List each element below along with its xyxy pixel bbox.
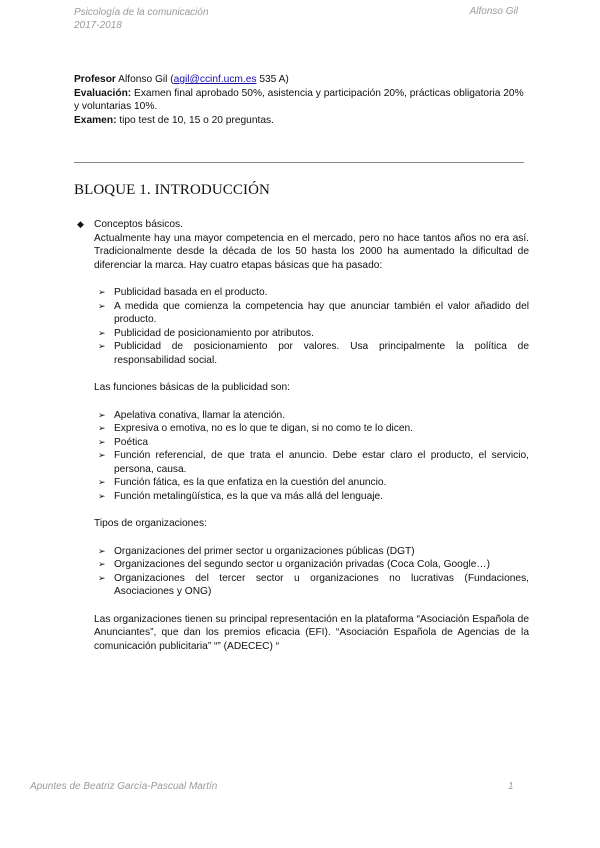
section-title: BLOQUE 1. INTRODUCCIÓN [74, 182, 270, 198]
list-item: ➢ Publicidad de posicionamiento por atributos. [98, 327, 314, 339]
evaluation-line [74, 87, 529, 114]
horizontal-divider [74, 162, 524, 163]
exam-line [74, 114, 529, 128]
tipos-list [74, 545, 529, 599]
arrow-bullet-icon: ➢ [98, 545, 106, 556]
conceptos-paragraph: Actualmente hay una mayor competencia en el mercado, pero no hace tantos años no era así. Tradicionalmente desde la década de los 50 hasta los 2000 ha aumentado la dificultad de diferenciar la marca. Hay cuatro etapas básicas que ha pasado: [94, 232, 529, 271]
list-item: ➢ Función metalingüística, es la que va más allá del lenguaje. [98, 490, 383, 502]
section-content [74, 218, 529, 653]
conceptos-block [74, 218, 529, 272]
list-item: ➢ Organizaciones del segundo sector u organización privadas (Coca Cola, Google…) [98, 559, 491, 570]
arrow-bullet-icon: ➢ [98, 409, 106, 420]
list-item: ➢ Poética [98, 436, 148, 448]
page-number: 1 [508, 781, 514, 792]
list-item: ➢ Publicidad basada en el producto. [98, 287, 268, 298]
closing-paragraph: Las organizaciones tienen su principal representación en la plataforma “Asociación Española de Anunciantes”, que dan los premios eficacia (EFI). “Asociación Española de Agencias de la comunicación publicitaria” “” (ADECEC) “ [94, 613, 529, 652]
list-item: ➢ Expresiva o emotiva, no es lo que te digan, si no como te lo dicen. [98, 423, 414, 434]
funciones-list [74, 409, 529, 504]
list-item: ➢ A medida que comienza la competencia hay que anunciar también el valor añadido del producto. [98, 300, 529, 325]
list-item: ➢ Organizaciones del primer sector u organizaciones públicas (DGT) [98, 545, 415, 557]
arrow-bullet-icon: ➢ [98, 423, 106, 433]
page-header-left [74, 6, 209, 32]
funciones-intro: Las funciones básicas de la publicidad son: [94, 382, 290, 393]
professor-name: Alfonso Gil ( [115, 74, 174, 85]
etapas-list [74, 286, 529, 367]
course-info [74, 73, 529, 127]
arrow-bullet-icon: ➢ [98, 450, 106, 460]
conceptos-heading: Conceptos básicos. [94, 219, 183, 230]
list-item: ➢ Función fática, es la que enfatiza en la cuestión del anuncio. [98, 477, 387, 488]
list-item: ➢ Función referencial, de que trata el anuncio. Debe estar claro el producto, el servicio, persona, causa. [98, 450, 529, 475]
arrow-bullet-icon: ➢ [98, 572, 106, 583]
professor-line [74, 73, 529, 87]
list-item: ➢ Organizaciones del tercer sector u organizaciones no lucrativas (Fundaciones, Asociaciones y ONG) [98, 572, 529, 597]
arrow-bullet-icon: ➢ [98, 287, 106, 297]
professor-label: Profesor [74, 74, 116, 85]
footer-author: Apuntes de Beatriz García-Pascual Martín [30, 781, 218, 792]
tipos-intro: Tipos de organizaciones: [94, 518, 207, 529]
list-item: ➢ Apelativa conativa, llamar la atención. [98, 409, 286, 421]
professor-office: 535 A) [256, 74, 289, 85]
exam-text: tipo test de 10, 15 o 20 preguntas. [116, 114, 274, 126]
list-item: ➢ Publicidad de posicionamiento por valores. Usa principalmente la política de responsabilidad social. [98, 341, 529, 366]
arrow-bullet-icon: ➢ [98, 436, 106, 447]
arrow-bullet-icon: ➢ [98, 490, 106, 501]
arrow-bullet-icon: ➢ [98, 300, 106, 311]
evaluation-text: Examen final aprobado 50%, asistencia y participación 20%, prácticas obligatoria 20% y voluntarias 10%. [74, 87, 524, 112]
arrow-bullet-icon: ➢ [98, 559, 106, 569]
diamond-bullet-icon: ◆ [77, 219, 84, 229]
header-author: Alfonso Gil [469, 6, 518, 17]
arrow-bullet-icon: ➢ [98, 477, 106, 487]
arrow-bullet-icon: ➢ [98, 341, 106, 351]
evaluation-label: Evaluación: [74, 87, 132, 99]
exam-label: Examen: [74, 114, 117, 126]
header-course: Psicología de la comunicación [74, 7, 209, 18]
header-year: 2017-2018 [74, 20, 122, 31]
arrow-bullet-icon: ➢ [98, 327, 106, 338]
professor-email-link[interactable]: agil@ccinf.ucm.es [173, 74, 257, 85]
